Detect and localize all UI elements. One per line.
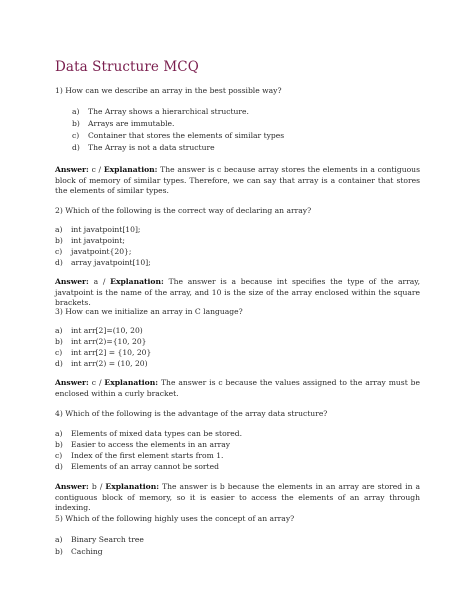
question-3: 3) How can we initialize an array in C language? [55, 307, 243, 316]
option-text: int javatpoint; [71, 236, 125, 245]
option-text: Elements of mixed data types can be stored. [71, 429, 243, 438]
option-1c [72, 131, 372, 141]
answer-separator: / [99, 482, 103, 491]
option-text: int arr(2)={10, 20} [71, 337, 147, 346]
option-letter: d) [55, 462, 63, 471]
option-1a [72, 107, 372, 117]
question-2: 2) Which of the following is the correct way of declaring an array? [55, 206, 312, 215]
option-text: The Array shows a hierarchical structure. [88, 107, 249, 116]
option-letter: c) [55, 451, 63, 460]
option-letter: a) [72, 107, 80, 116]
option-text: Easier to access the elements in an array [71, 440, 231, 449]
answer-value: c [91, 378, 97, 387]
option-3b [55, 337, 355, 347]
answer-separator: / [98, 378, 102, 387]
option-4c [55, 451, 375, 461]
answer-block-3 [55, 378, 420, 399]
option-letter: d) [72, 143, 80, 152]
answer-label: Answer: [55, 482, 89, 491]
option-letter: b) [55, 236, 63, 245]
option-3d [55, 359, 355, 369]
option-4b [55, 440, 375, 450]
option-2a [55, 225, 355, 235]
option-2d [55, 258, 355, 268]
answer-label: Answer: [55, 277, 89, 286]
explanation-label: Explanation: [104, 378, 159, 387]
answer-block-2 [55, 277, 420, 309]
option-text: Arrays are immutable. [88, 119, 175, 128]
option-5b [55, 547, 355, 557]
option-letter: a) [55, 429, 63, 438]
option-letter: b) [55, 337, 63, 346]
explanation-text: The answer is c because the values assigned to the array must be enclosed within a curly bracket. [55, 378, 421, 398]
option-2c [55, 247, 355, 257]
explanation-label: Explanation: [103, 165, 158, 174]
option-4d [55, 462, 375, 472]
answer-separator: / [102, 277, 106, 286]
answer-block-1 [55, 165, 420, 197]
option-text: The Array is not a data structure [88, 143, 215, 152]
answer-label: Answer: [55, 378, 89, 387]
option-letter: c) [55, 348, 63, 357]
option-letter: c) [55, 247, 63, 256]
answer-separator: / [98, 165, 102, 174]
option-text: int javatpoint[10]; [71, 225, 141, 234]
explanation-text: The answer is a because int specifies the type of the array, javatpoint is the name of the array, and 10 is the size of the array enclosed within the square brackets. [55, 277, 420, 307]
option-text: int arr[2] = {10, 20} [71, 348, 152, 357]
question-5: 5) Which of the following highly uses the concept of an array? [55, 514, 295, 523]
option-letter: a) [55, 326, 63, 335]
option-text: Caching [71, 547, 103, 556]
option-3c [55, 348, 355, 358]
option-text: Binary Search tree [71, 535, 144, 544]
answer-value: b [91, 482, 97, 491]
explanation-label: Explanation: [110, 277, 164, 286]
option-text: array javatpoint[10]; [71, 258, 151, 267]
page-title: Data Structure MCQ [55, 59, 199, 75]
question-4: 4) Which of the following is the advantage of the array data structure? [55, 409, 328, 418]
option-3a [55, 326, 355, 336]
option-text: int arr(2) = (10, 20) [71, 359, 148, 368]
option-text: Container that stores the elements of similar types [88, 131, 285, 140]
answer-value: c [91, 165, 96, 174]
option-1d [72, 143, 372, 153]
answer-block-4 [55, 482, 420, 514]
option-1b [72, 119, 372, 129]
option-letter: b) [72, 119, 80, 128]
answer-label: Answer: [55, 165, 89, 174]
option-2b [55, 236, 355, 246]
answer-value: a [93, 277, 99, 286]
option-letter: c) [72, 131, 80, 140]
option-letter: b) [55, 547, 63, 556]
explanation-text: The answer is b because the elements in an array are stored in a contiguous block of memory, so it is easier to access the elements of an array through indexing. [55, 482, 421, 512]
option-letter: a) [55, 225, 63, 234]
option-text: Elements of an array cannot be sorted [71, 462, 219, 471]
option-text: javatpoint{20}; [71, 247, 132, 256]
explanation-label: Explanation: [105, 482, 160, 491]
explanation-text: The answer is c because array stores the elements in a contiguous block of memory of similar types. Therefore, we can say that array is a container that stores the elements of similar types. [55, 165, 420, 195]
option-letter: a) [55, 535, 63, 544]
option-5a [55, 535, 355, 545]
option-letter: b) [55, 440, 63, 449]
option-4a [55, 429, 375, 439]
question-1: 1) How can we describe an array in the best possible way? [55, 86, 282, 95]
option-text: Index of the first element starts from 1. [71, 451, 224, 460]
option-letter: d) [55, 359, 63, 368]
option-letter: d) [55, 258, 63, 267]
option-text: int arr[2]=(10, 20) [71, 326, 143, 335]
